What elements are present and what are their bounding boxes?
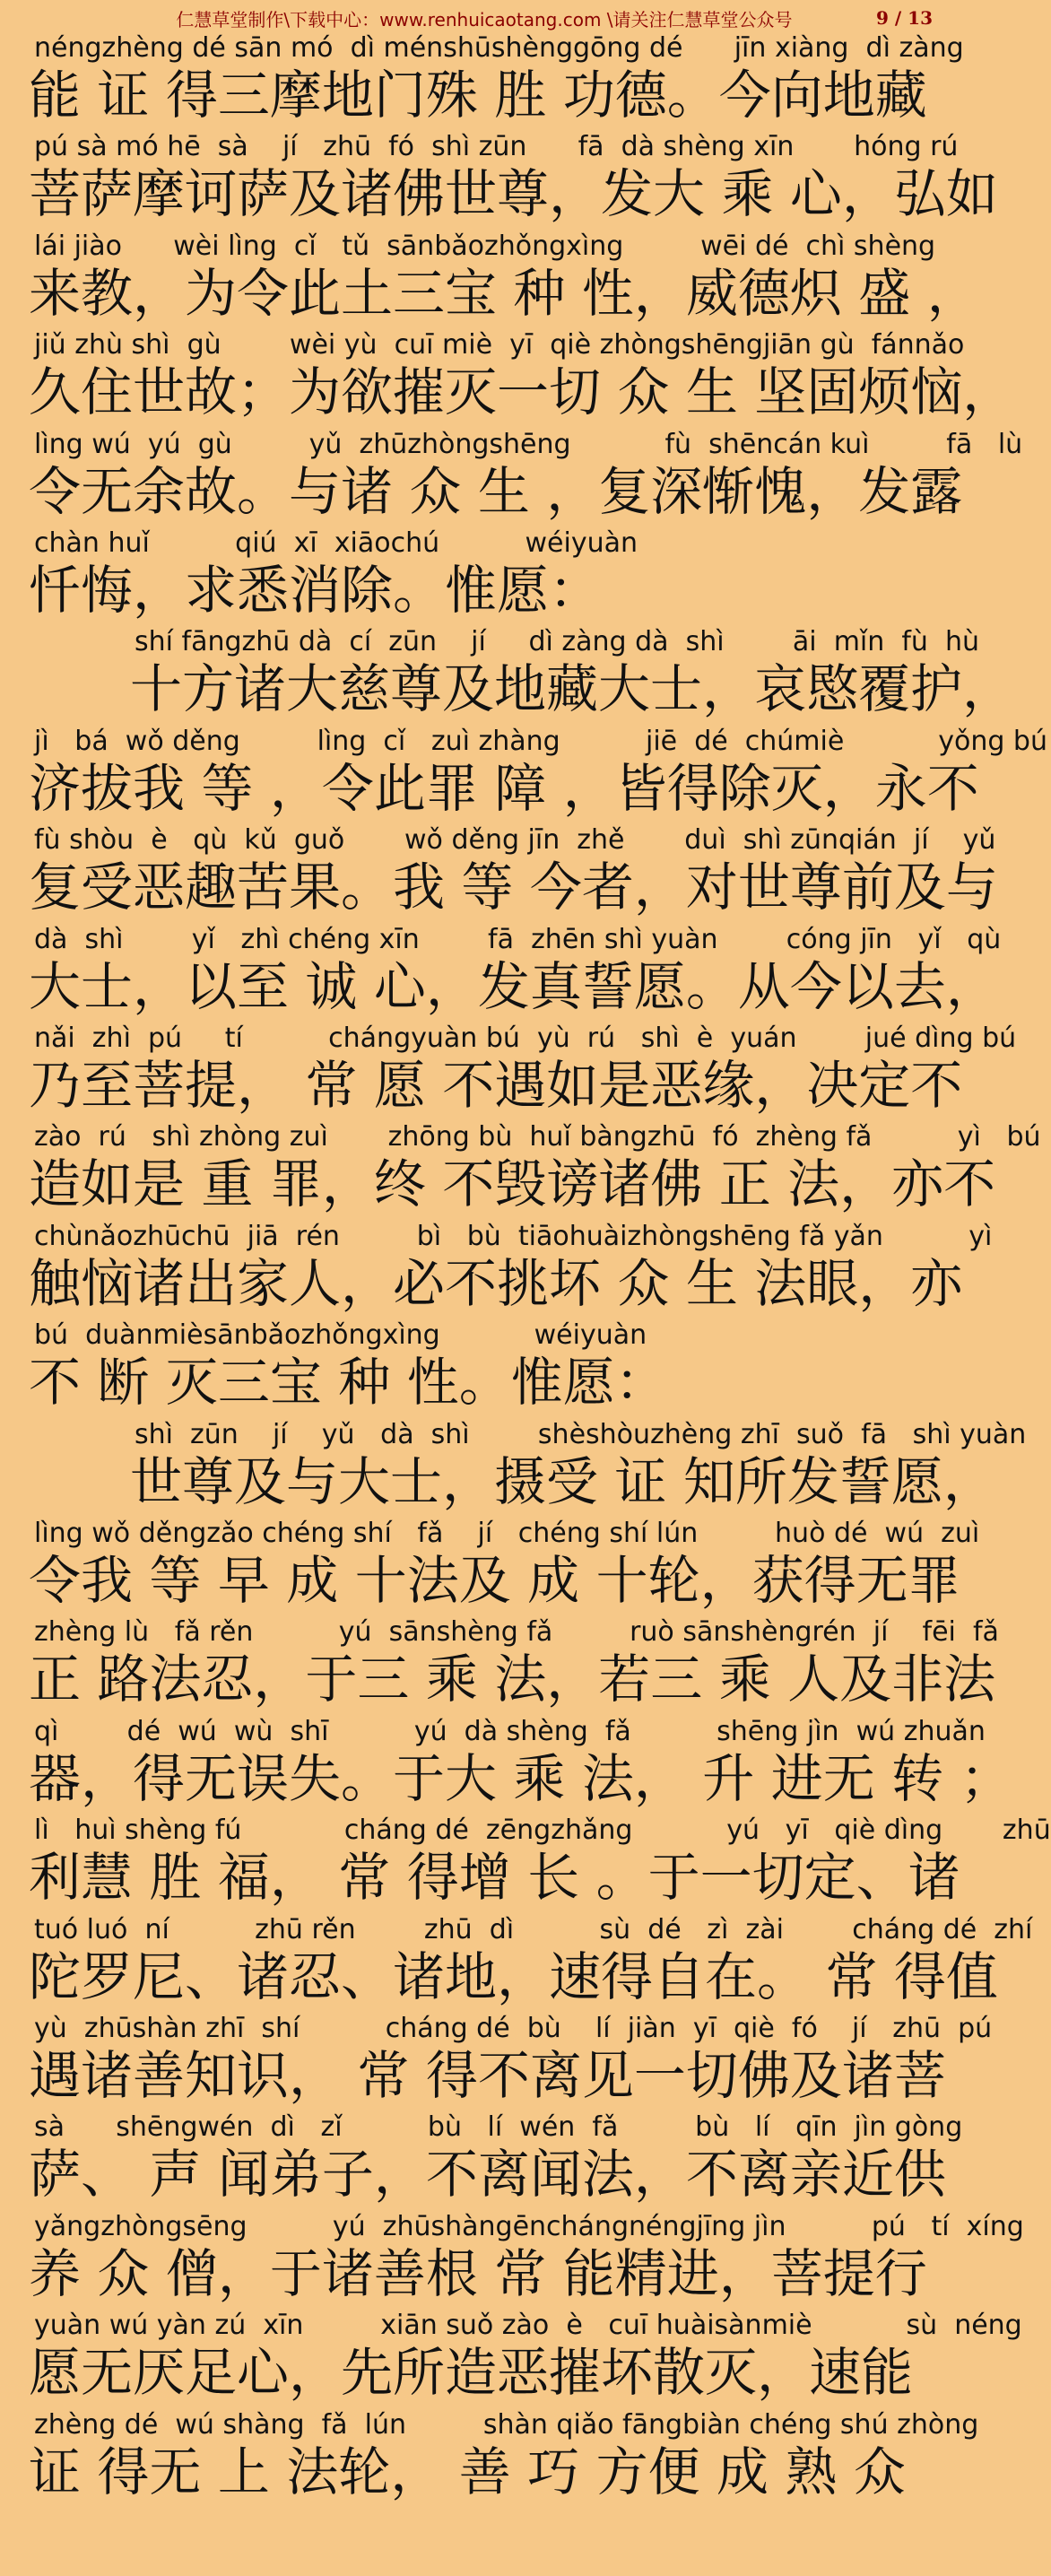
pinyin-line: chàn huǐ qiú xī xiāochú wéiyuàn: [34, 527, 638, 559]
pinyin-line: dà shì yǐ zhì chéng xīn fā zhēn shì yuàn cóng jīn yǐ qù: [34, 923, 1002, 955]
page-number: 9 / 13: [876, 7, 933, 29]
hanzi-line: 触恼诸出家人，必不挑坏 众 生 法眼，亦: [29, 1252, 963, 1314]
hanzi-line: 菩萨摩诃萨及诸佛世尊，发大 乘 心，弘如: [29, 163, 998, 225]
hanzi-line: 能 证 得三摩地门殊 胜 功德。今向地藏: [29, 65, 927, 126]
header-text: 仁慧草堂制作\下载中心：www.renhuicaotang.com \请关注仁慧草堂公众号: [176, 8, 793, 30]
pinyin-line: néngzhèng dé sān mó dì ménshūshènggōng dé jīn xiàng dì zàng: [34, 32, 964, 64]
pinyin-line: zhèng lù fǎ rěn yú sānshèng fǎ ruò sānshèngrén jí fēi fǎ: [34, 1616, 999, 1649]
pinyin-line: chùnǎozhūchū jiā rén bì bù tiāohuàizhòngshēng fǎ yǎn yì: [34, 1220, 993, 1252]
hanzi-line: 来教，为令此土三宝 种 性，威德炽 盛 ，: [29, 262, 979, 324]
hanzi-line: 乃至菩提， 常 愿 不遇如是恶缘，决定不: [29, 1055, 963, 1116]
pinyin-line: jiǔ zhù shì gù wèi yù cuī miè yī qiè zhòngshēngjiān gù fánnǎo: [34, 329, 965, 361]
pinyin-line: shí fāngzhū dà cí zūn jí dì zàng dà shì āi mǐn fù hù: [135, 626, 980, 658]
pinyin-line: yù zhūshàn zhī shí cháng dé bù lí jiàn yī qiè fó jí zhū pú: [34, 2013, 993, 2044]
hanzi-line: 遇诸善知识， 常 得不离见一切佛及诸菩: [29, 2045, 946, 2106]
pinyin-line: lì huì shèng fú cháng dé zēngzhǎng yú yī qiè dìng zhū: [34, 1815, 1051, 1847]
hanzi-line: 利慧 胜 福， 常 得增 长 。于一切定、诸: [29, 1847, 960, 1909]
hanzi-line: 忏悔，求悉消除。惟愿：: [29, 560, 602, 621]
pinyin-line: zào rú shì zhòng zuì zhōng bù huǐ bàngzhū fó zhèng fǎ yì bú: [34, 1121, 1041, 1153]
pinyin-line: zhèng dé wú shàng fǎ lún shàn qiǎo fāngbiàn chéng shú zhòng: [34, 2408, 979, 2441]
pinyin-line: nǎi zhì pú tí chángyuàn bú yù rú shì è yuán jué dìng bú: [34, 1023, 1017, 1054]
hanzi-line: 器，得无误失。于大 乘 法， 升 进无 转 ；: [29, 1747, 1012, 1809]
pinyin-line: sà shēngwén dì zǐ bù lí wén fǎ bù lí qīn jìn gòng: [34, 2111, 963, 2144]
hanzi-line: 久住世故；为欲摧灭一切 众 生 坚固烦恼，: [29, 361, 1015, 423]
hanzi-line: 大士，以至 诚 心，发真誓愿。从今以去，: [29, 955, 998, 1017]
hanzi-line: 愿无厌足心，先所造恶摧坏散灭，速能: [29, 2342, 914, 2404]
pinyin-line: pú sà mó hē sà jí zhū fó shì zūn fā dà shèng xīn hóng rú: [34, 131, 959, 163]
hanzi-line: 世尊及与大士，摄受 证 知所发誓愿，: [130, 1450, 995, 1512]
hanzi-line: 令无余故。与诸 众 生 ，复深惭愧，发露: [29, 460, 963, 522]
hanzi-line: 萨、 声 闻弟子，不离闻法，不离亲近供: [29, 2144, 946, 2206]
hanzi-line: 济拔我 等 ，令此罪 障 ，皆得除灭，永不: [29, 757, 979, 819]
hanzi-line: 复受恶趣苦果。我 等 今者，对世尊前及与: [29, 857, 998, 918]
pinyin-line: lìng wǒ děngzǎo chéng shí fǎ jí chéng shí lún huò dé wú zuì: [34, 1518, 980, 1549]
pinyin-line: shì zūn jí yǔ dà shì shèshòuzhèng zhī suǒ fā shì yuàn: [135, 1418, 1027, 1450]
pinyin-line: yuàn wú yàn zú xīn xiān suǒ zào è cuī huàisànmiè sù néng: [34, 2310, 1022, 2342]
hanzi-line: 证 得无 上 法轮， 善 巧 方便 成 熟 众: [29, 2441, 906, 2502]
pinyin-line: yǎngzhòngsēng yú zhūshàngēnchángnéngjīng jìn pú tí xíng: [34, 2210, 1024, 2242]
hanzi-line: 不 断 灭三宝 种 性。惟愿：: [29, 1352, 667, 1414]
hanzi-line: 造如是 重 罪，终 不毁谤诸佛 正 法，亦不: [29, 1153, 996, 1215]
pinyin-line: bú duànmièsānbǎozhǒngxìng wéiyuàn: [34, 1319, 647, 1352]
pinyin-line: qì dé wú wù shī yú dà shèng fǎ shēng jìn wú zhuǎn: [34, 1715, 986, 1747]
hanzi-line: 养 众 僧，于诸善根 常 能精进，菩提行: [29, 2242, 927, 2304]
pinyin-line: fù shòu è qù kǔ guǒ wǒ děng jīn zhě duì shì zūnqián jí yǔ: [34, 824, 996, 857]
pinyin-line: jì bá wǒ děng lìng cǐ zuì zhàng jiē dé chúmiè yǒng bú: [34, 725, 1047, 757]
hanzi-line: 正 路法忍，于三 乘 法，若三 乘 人及非法: [29, 1649, 996, 1710]
pinyin-line: lái jiào wèi lìng cǐ tǔ sānbǎozhǒngxìng wēi dé chì shèng: [34, 230, 936, 262]
hanzi-line: 十方诸大慈尊及地藏大士，哀愍覆护，: [130, 658, 1015, 720]
pinyin-line: lìng wú yú gù yǔ zhūzhòngshēng fù shēncán kuì fā lù: [34, 428, 1023, 460]
hanzi-line: 陀罗尼、诸忍、诸地，速得自在。 常 得值: [29, 1945, 998, 2007]
pinyin-line: tuó luó ní zhū rěn zhū dì sù dé zì zài cháng dé zhí: [34, 1913, 1033, 1945]
hanzi-line: 令我 等 早 成 十法及 成 十轮，获得无罪: [29, 1550, 960, 1611]
